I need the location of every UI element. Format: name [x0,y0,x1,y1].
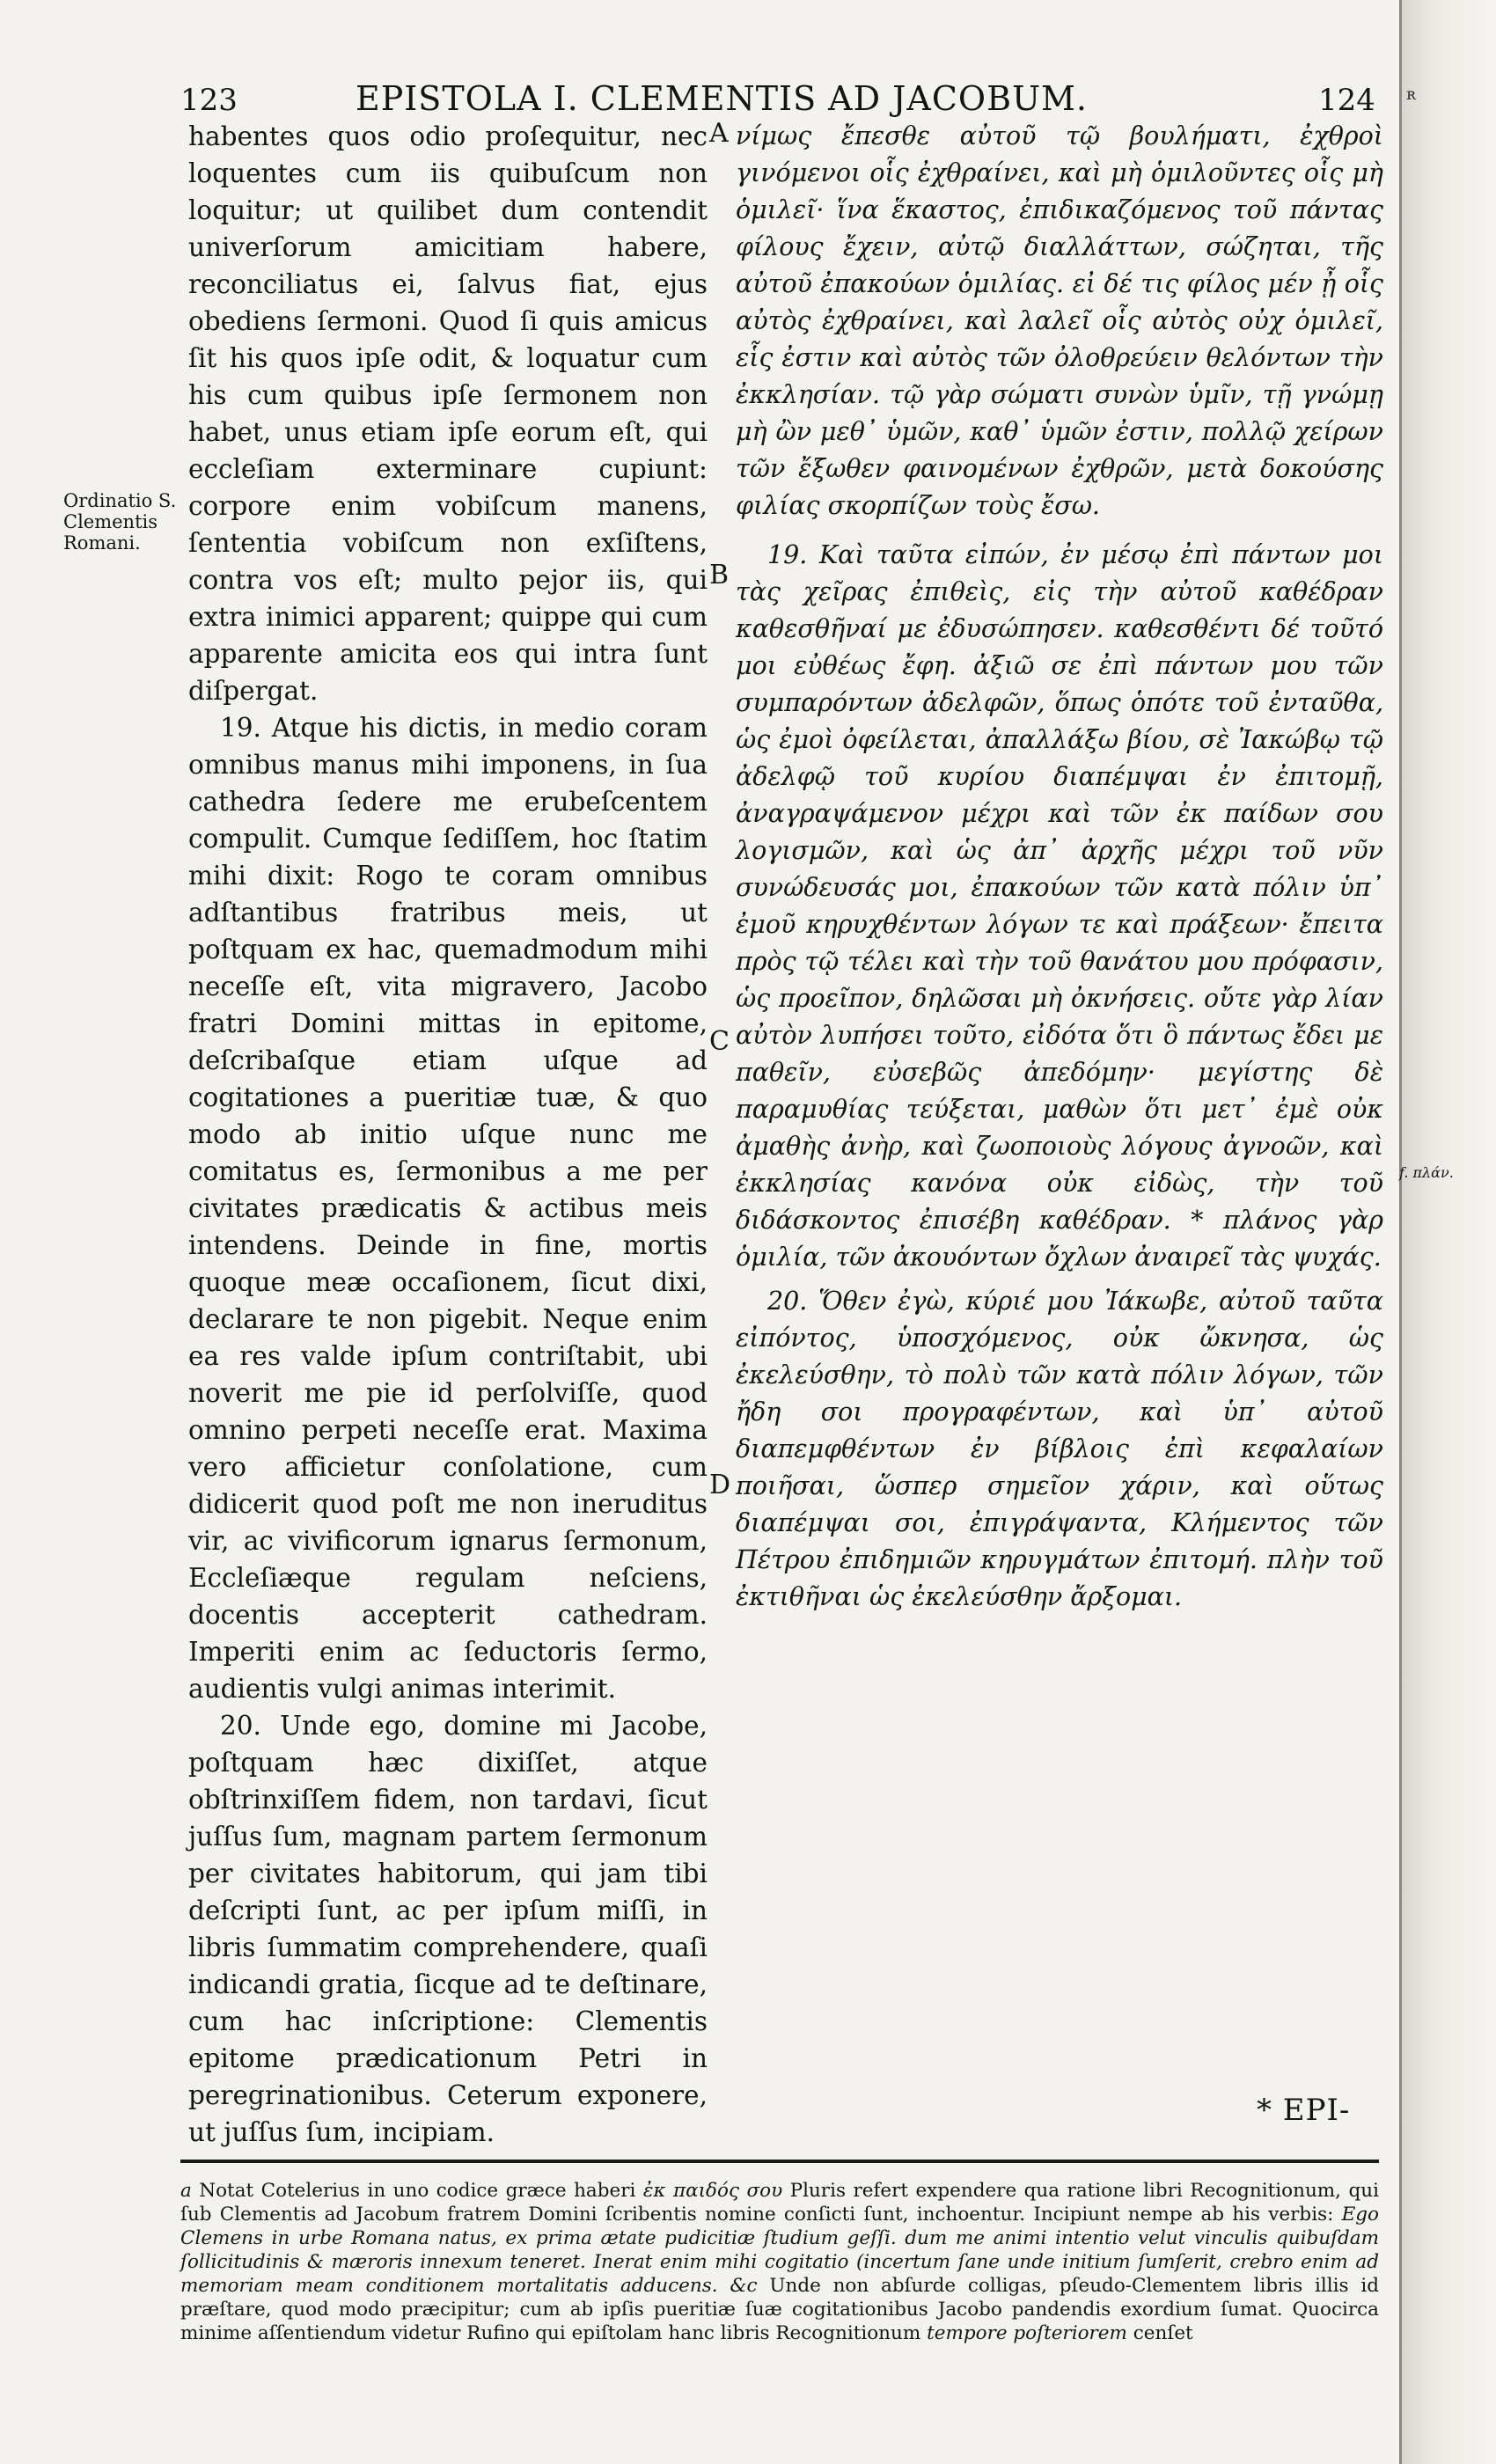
section-letter-c: C [709,1026,730,1057]
edge-fragment: ʀ [1406,84,1417,104]
latin-column [188,118,708,2151]
margin-note-line: Romani. [63,532,141,554]
greek-paragraph: 20. Ὅθεν ἐγὼ, κύριέ μου Ἰάκωβε, αὐτοῦ ταῦτα εἰπόντος, ὑποσχόμενος, οὐκ ὤκνησα, ὡς ἐκελεύσθην, τὸ πολὺ τῶν κατὰ πόλιν λόγων, τῶν ἤδη σοι προγραφέντων, καὶ ὑπ᾽ αὐτοῦ διαπεμφθέντων ἐν βίβλοις ἐπὶ κεφαλαίων ποιῆσαι, ὥσπερ σημεῖον χάριν, καὶ οὕτως διαπέμψαι σοι, ἐπιγράψαντα, Κλήμεντος τῶν Πέτρου ἐπιδημιῶν κηρυγμάτων ἐπιτομή. πλὴν τοῦ ἐκτιθῆναι ὡς ἐκελεύσθην ἄρξομαι. [736,1287,1383,1611]
running-title: EPISTOLA I. CLEMENTIS AD JACOBUM. [355,79,1089,118]
footnote-text: Notat Cotelerius in uno codice græce haberi [199,2180,636,2202]
greek-paragraph: 19. Καὶ ταῦτα εἰπών, ἐν μέσῳ ἐπὶ πάντων μοι τὰς χεῖρας ἐπιθεὶς, εἰς τὴν αὐτοῦ καθέδραν καθεσθῆναί με ἐδυσώπησεν. καθεσθέντι δέ τοῦτό μοι εὐθέως ἔφη. ἀξιῶ σε ἐπὶ πάντων μου τῶν συμπαρόντων ἀδελφῶν, ὅπως ὁπότε τοῦ ἐνταῦθα, ὡς ἐμοὶ ὀφείλεται, ἀπαλλάξω βίου, σὲ Ἰακώβῳ τῷ ἀδελφῷ τοῦ κυρίου διαπέμψαι ἐν ἐπιτομῇ, ἀναγραψάμενον μέχρι καὶ τῶν ἐκ παίδων σου λογισμῶν, καὶ ὡς ἀπ᾽ ἀρχῆς μέχρι τοῦ νῦν συνώδευσάς μοι, ἐπακούων τῶν κατὰ πόλιν ὑπ᾽ ἐμοῦ κηρυχθέντων λόγων τε καὶ πράξεων· ἔπειτα πρὸς τῷ τέλει καὶ τὴν τοῦ θανάτου μου πρόφασιν, ὡς προεῖπον, δηλῶσαι μὴ ὀκνήσεις. οὔτε γὰρ λίαν αὐτὸν λυπήσει τοῦτο, εἰδότα ὅτι ὃ πάντως ἔδει με παθεῖν, εὐσεβῶς ἀπεδόμην· μεγίστης δὲ παραμυθίας τεύξεται, μαθὼν ὅτι μετ᾽ ἐμὲ οὐκ ἀμαθὴς ἀνὴρ, καὶ ζωοποιοὺς λόγους ἀγνοῶν, καὶ ἐκκλησίας κανόνα οὐκ εἰδὼς, τὴν τοῦ διδάσκοντος ἐπισέβη καθέδραν. * πλάνος γὰρ ὁμιλία, τῶν ἀκουόντων ὄχλων ἀναιρεῖ τὰς ψυχάς. [736,540,1383,1272]
footnote-greek: ἐκ παιδός σου [642,2180,783,2202]
footnote [180,2179,1379,2345]
footnote-text: Unde non abſurde colligas, pſeudo-Clementem libris illis id præſtare, quod modo præcipitur; cum ab ipſis pueritiæ ſuæ cogitationibus Jacobo pandendis exordium ſumat. Quocirca minime aſſentiendum videtur Rufino qui epiſtolam hanc libris Recognitionum [180,2275,1380,2344]
latin-paragraph: habentes quos odio proſequitur, nec loquentes cum iis quibuſcum non loquitur; ut quilibet dum contendit univerſorum amicitiam habere, reconciliatus ei, ſalvus fiat, ejus obediens ſermoni. Quod ſi quis amicus ſit his quos ipſe odit, & loquatur cum his cum quibus ipſe ſermonem non habet, unus etiam ipſe eorum eſt, qui eccleſiam exterminare cupiunt: corpore enim vobiſcum manens, ſententia vobiſcum non exſiſtens, contra vos eſt; multo pejor iis, qui extra inimici apparent; quippe qui cum apparente amicita eos qui intra ſunt diſpergat. [188,121,708,706]
section-letter-a: A [709,118,729,149]
section-letter-d: D [709,1470,731,1500]
footnote-text: cenſet [1133,2322,1193,2344]
margin-note [63,490,178,554]
page-number-left: 123 [180,83,238,118]
page-number-right: 124 [1318,83,1375,118]
adjacent-page-edge [1399,0,1496,2464]
footnote-quote: tempore poſteriorem [927,2322,1127,2344]
greek-column [736,118,1383,1616]
footnote-rule [180,2160,1379,2163]
footnote-quote: Ego Clemens in urbe Romana natus, ex prima ætate pudicitiæ ſtudium geſſi. dum me animi intentio velut vinculis quibuſdam ſollicitudinis & mæroris innexum teneret. Inerat enim mihi cogitatio (incertum ſane unde initium ſumſerit, crebro enim ad memoriam meam conditionem mortalitatis adducens. &c [180,2204,1379,2297]
section-letter-b: B [709,560,730,590]
latin-paragraph: 19. Atque his dictis, in medio coram omnibus manus mihi imponens, in ſua cathedra ſedere me erubeſcentem compulit. Cumque ſediſſem, hoc ſtatim mihi dixit: Rogo te coram omnibus adſtantibus fratribus meis, ut poſtquam ex hac, quemadmodum mihi neceſſe eſt, vita migravero, Jacobo fratri Domini mittas in epitome, deſcribaſque etiam uſque ad cogitationes a pueritiæ tuæ, & quo modo ab initio uſque nunc me comitatus es, ſermonibus a me per civitates prædicatis & actibus meis intendens. Deinde in fine, mortis quoque meæ occaſionem, ſicut dixi, declarare te non pigebit. Neque enim ea res valde ipſum contriſtabit, ubi noverit me pie id perſolviſſe, quod omnino perpeti neceſſe erat. Maxima vero afficietur conſolatione, cum didicerit quod poſt me non ineruditus vir, ac vivificorum ignarus ſermonum, Eccleſiæque regulam neſciens, docentis accepterit cathedram. Imperiti enim ac ſeductoris ſermo, audientis vulgi animas interimit. [188,713,708,1704]
side-note-right: f. πλάν. [1399,1164,1454,1181]
latin-paragraph: 20. Unde ego, domine mi Jacobe, poſtquam hæc dixiſſet, atque obſtrinxiſſem fidem, non tardavi, ſicut juſſus ſum, magnam partem ſermonum per civitates habitorum, qui jam tibi deſcripti ſunt, ac per ipſum miſſi, in libris ſummatim comprehendere, quaſi indicandi gratia, ſicque ad te deſtinare, cum hac inſcriptione: Clementis epitome prædicationum Petri in peregrinationibus. Ceterum exponere, ut juſſus ſum, incipiam. [188,1711,708,2147]
footnote-marker: a [180,2180,192,2202]
footnote-text: Pluris refert expendere qua ratione libri Recognitionum, qui ſub Clementis ad Jacobum fratrem Domini ſcribentis nomine conſicti ſunt, inchoentur. Incipiunt nempe ab his verbis: [180,2180,1379,2226]
greek-paragraph: νίμως ἔπεσθε αὐτοῦ τῷ βουλήματι, ἐχθροὶ γινόμενοι οἷς ἐχθραίνει, καὶ μὴ ὁμιλοῦντες οἷς μὴ ὁμιλεῖ· ἵνα ἕκαστος, ἐπιδικαζόμενος τοῦ πάντας φίλους ἔχειν, αὐτῷ διαλλάττων, σώζηται, τῆς αὐτοῦ ἐπακούων ὁμιλίας. εἰ δέ τις φίλος μέν ᾖ οἷς αὐτὸς ἐχθραίνει, καὶ λαλεῖ οἷς αὐτὸς οὐχ ὁμιλεῖ, εἷς ἐστιν καὶ αὐτὸς τῶν ὀλοθρεύειν θελόντων τὴν ἐκκλησίαν. τῷ γὰρ σώματι συνὼν ὑμῖν, τῇ γνώμῃ μὴ ὢν μεθ᾽ ὑμῶν, καθ᾽ ὑμῶν ἐστιν, πολλῷ χείρων τῶν ἔξωθεν φαινομένων ἐχθρῶν, μετὰ δοκούσης φιλίας σκορπίζων τοὺς ἔσω. [736,121,1383,520]
margin-note-line: Clementis [63,511,158,532]
margin-note-line: Ordinatio S. [63,490,177,511]
running-header [0,77,1399,123]
catchword: * EPI- [1257,2093,1351,2128]
